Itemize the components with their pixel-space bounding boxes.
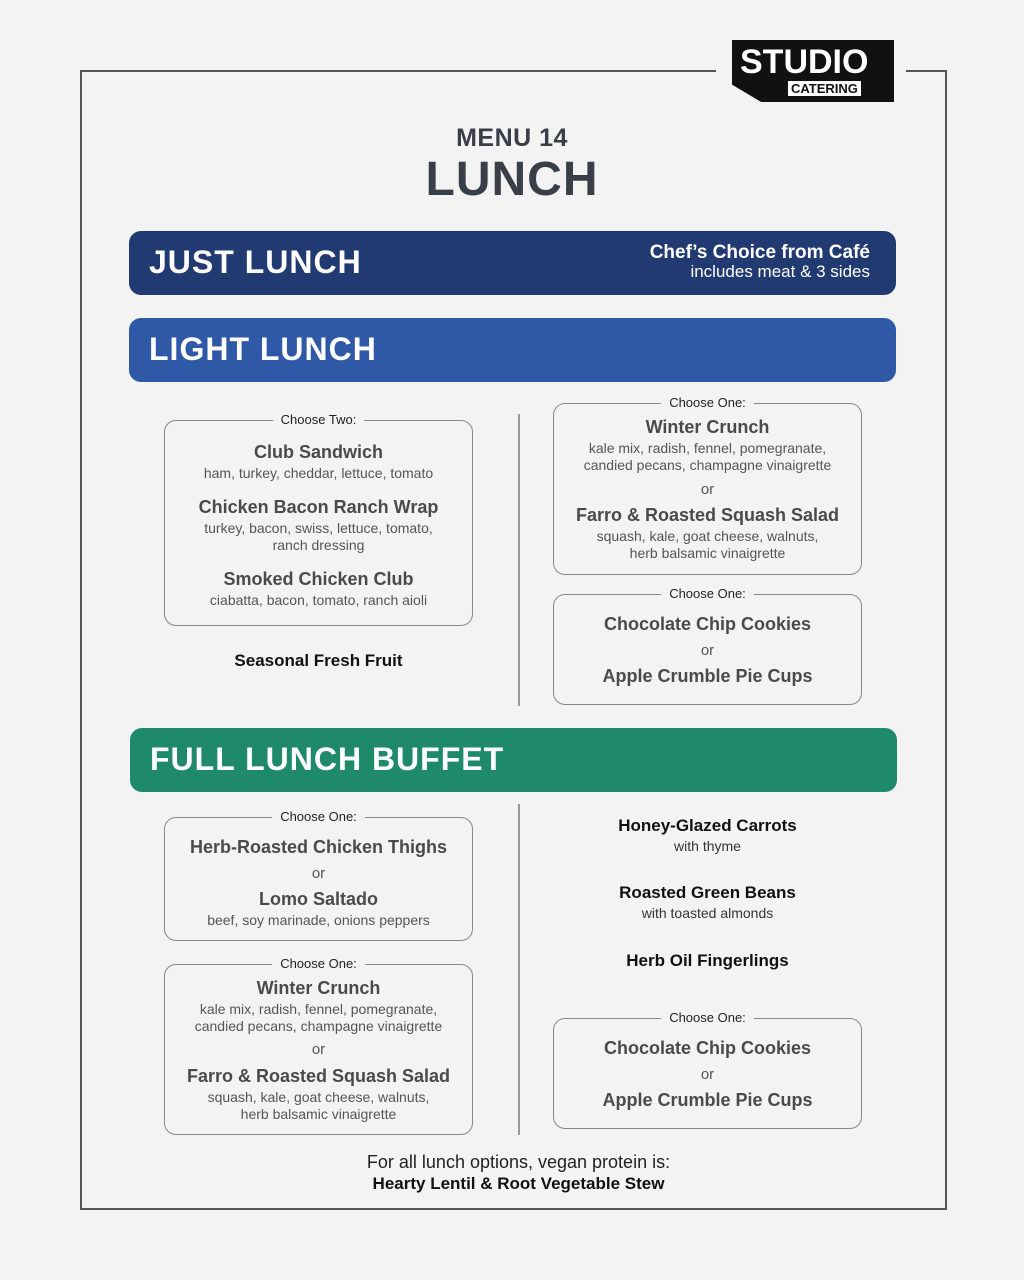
menu-item-name: Herb-Roasted Chicken Thighs [189, 837, 448, 857]
or-separator: or [700, 481, 715, 498]
menu-item-desc: ham, turkey, cheddar, lettuce, tomato [203, 465, 434, 481]
menu-item-desc: ranch dressing [272, 537, 365, 553]
menu-item-name: Chocolate Chip Cookies [603, 1038, 812, 1058]
light-lunch-banner [129, 318, 896, 382]
footer-vegan-protein: Hearty Lentil & Root Vegetable Stew [372, 1174, 665, 1193]
choose-label: Choose One: [554, 1009, 861, 1027]
choose-label: Choose One: [165, 808, 472, 826]
just-lunch-title: JUST LUNCH [149, 244, 362, 280]
light-dessert-box [553, 586, 862, 705]
menu-item-desc: ciabatta, bacon, tomato, ranch aioli [209, 592, 428, 608]
menu-item-name: Farro & Roasted Squash Salad [186, 1066, 451, 1086]
full-dessert-box [553, 1010, 862, 1129]
menu-item-desc: squash, kale, goat cheese, walnuts, [207, 1089, 430, 1105]
fresh-fruit: Seasonal Fresh Fruit [234, 651, 403, 670]
or-separator: or [700, 642, 715, 659]
menu-item-desc: herb balsamic vinaigrette [629, 545, 786, 561]
page-title: LUNCH [425, 153, 599, 206]
menu-item-desc: squash, kale, goat cheese, walnuts, [596, 528, 819, 544]
menu-item-desc: herb balsamic vinaigrette [240, 1106, 397, 1122]
divider [518, 804, 520, 1135]
menu-item-desc: beef, soy marinade, onions peppers [207, 912, 430, 928]
menu-item-name: Winter Crunch [645, 417, 770, 437]
footer-note: For all lunch options, vegan protein is: [366, 1152, 671, 1172]
menu-item-desc: candied pecans, champagne vinaigrette [194, 1018, 443, 1034]
light-lunch-title: LIGHT LUNCH [149, 331, 377, 367]
logo-word: STUDIO [740, 43, 869, 81]
full-lunch-banner [130, 728, 897, 792]
menu-item-name: Lomo Saltado [258, 889, 378, 909]
or-separator: or [311, 865, 326, 882]
menu-item-name: Smoked Chicken Club [223, 569, 414, 589]
or-separator: or [700, 1066, 715, 1083]
menu-item-name: Apple Crumble Pie Cups [602, 666, 813, 686]
side-item-name: Herb Oil Fingerlings [626, 951, 789, 970]
side-item-name: Roasted Green Beans [619, 883, 796, 902]
logo-subtitle: CATERING [788, 81, 861, 96]
or-separator: or [311, 1041, 326, 1058]
choose-label: Choose One: [554, 394, 861, 412]
full-lunch-title: FULL LUNCH BUFFET [150, 741, 505, 777]
choose-label: Choose Two: [165, 411, 472, 429]
choose-label: Choose One: [165, 955, 472, 973]
full-entree-box [164, 809, 473, 941]
side-item-sub: with toasted almonds [641, 905, 774, 921]
menu-item-name: Chicken Bacon Ranch Wrap [198, 497, 439, 517]
light-salad-box [553, 395, 862, 575]
just-lunch-line1: Chef’s Choice from Café [649, 242, 870, 263]
side-item-name: Honey-Glazed Carrots [618, 816, 797, 835]
menu-item-desc: kale mix, radish, fennel, pomegranate, [588, 440, 827, 456]
menu-item-name: Farro & Roasted Squash Salad [575, 505, 840, 525]
menu-item-name: Club Sandwich [253, 442, 383, 462]
menu-item-name: Chocolate Chip Cookies [603, 614, 812, 634]
just-lunch-banner [129, 231, 896, 295]
studio-catering-logo [716, 34, 906, 106]
choose-label: Choose One: [554, 585, 861, 603]
menu-number: MENU 14 [456, 124, 568, 152]
light-sandwich-box [164, 412, 473, 626]
menu-item-desc: candied pecans, champagne vinaigrette [583, 457, 832, 473]
just-lunch-line2: includes meat & 3 sides [690, 262, 870, 281]
just-lunch-description [650, 243, 870, 281]
menu-item-name: Winter Crunch [256, 978, 381, 998]
divider [518, 414, 520, 706]
full-salad-box [164, 956, 473, 1135]
menu-item-name: Apple Crumble Pie Cups [602, 1090, 813, 1110]
menu-item-desc: kale mix, radish, fennel, pomegranate, [199, 1001, 438, 1017]
side-item-sub: with thyme [674, 838, 741, 854]
menu-item-desc: turkey, bacon, swiss, lettuce, tomato, [204, 520, 433, 536]
